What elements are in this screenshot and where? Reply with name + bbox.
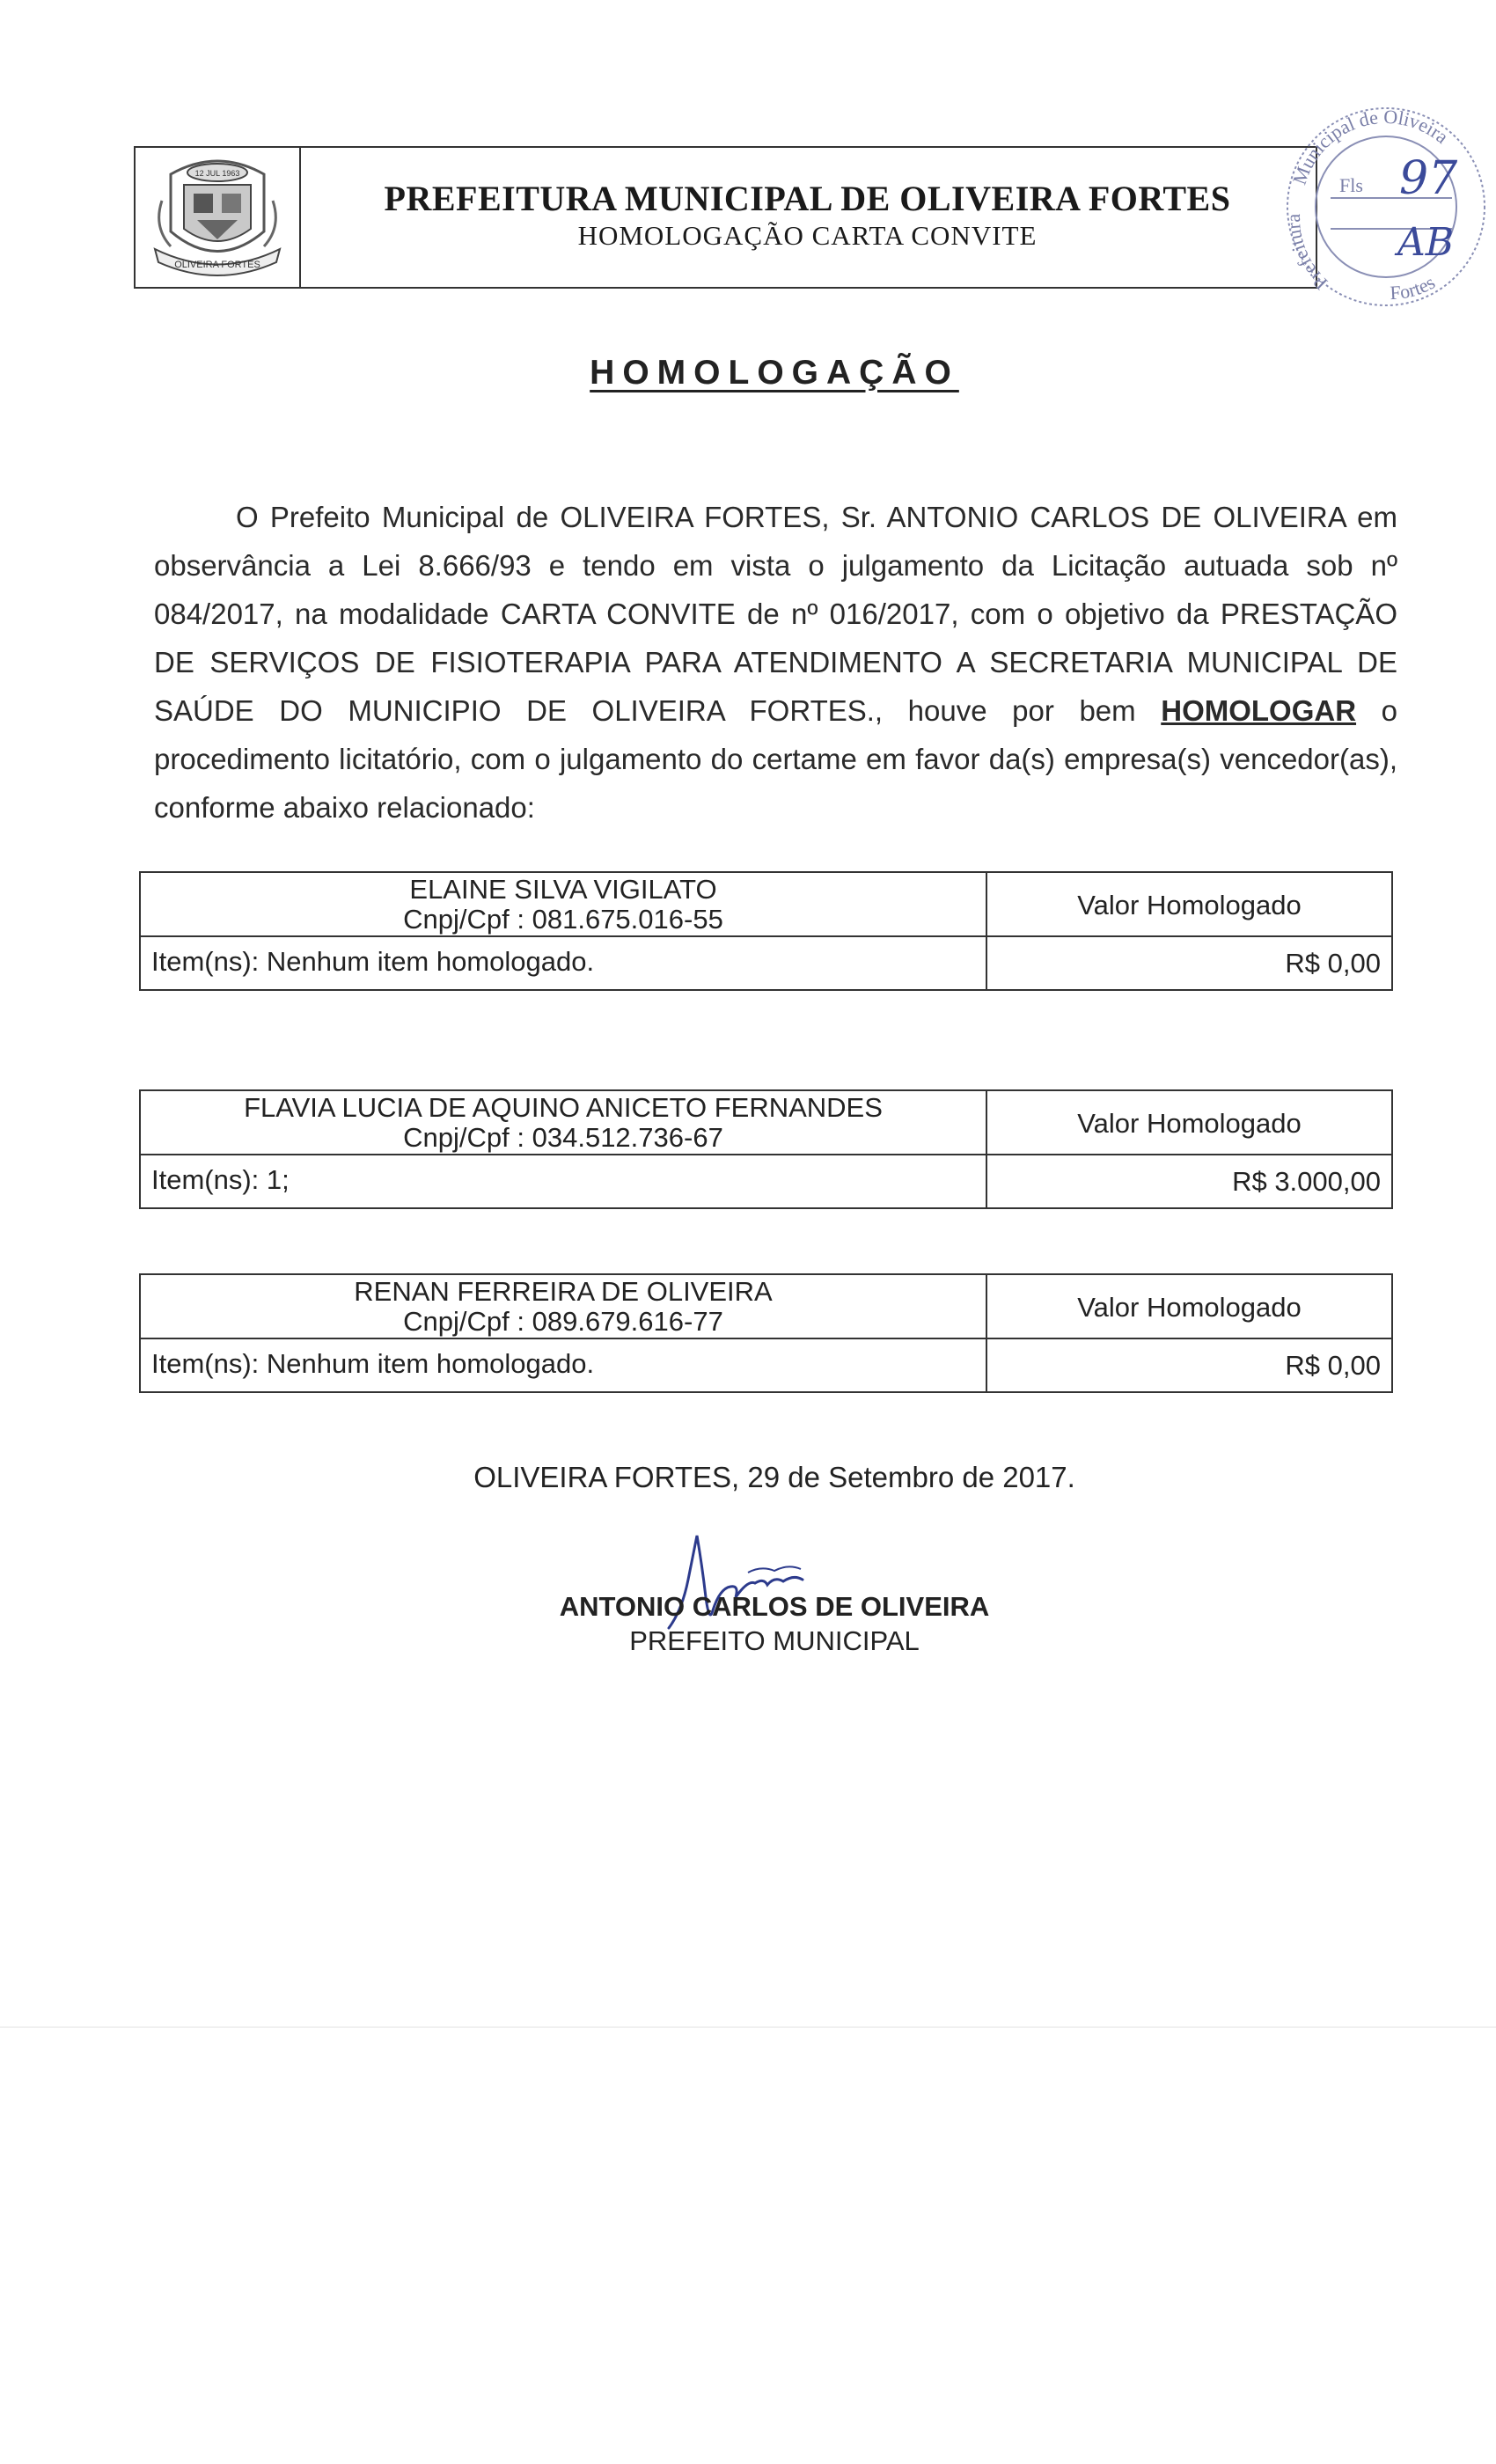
winner-document: Cnpj/Cpf : 089.679.616-77 — [403, 1306, 723, 1337]
winner-name-cell — [141, 1275, 987, 1339]
winner-value: R$ 0,00 — [1285, 1350, 1381, 1381]
winner-table — [139, 1089, 1393, 1209]
header-box — [134, 146, 1317, 289]
value-header: Valor Homologado — [987, 1275, 1391, 1339]
winner-table — [139, 871, 1393, 991]
logo-date: 12 JUL 1963 — [194, 169, 240, 178]
winner-name-cell — [141, 1091, 987, 1155]
body-text-part1: O Prefeito Municipal de OLIVEIRA FORTES, Sr. ANTONIO CARLOS DE OLIVEIRA em observância a Lei 8.666/93 e tendo em vista o julgamento da Licitação autuada sob nº 084/2017, na modalidade CARTA CONVITE de nº 016/2017, com o objetivo da PRESTAÇÃO DE SERVIÇOS DE FISIOTERAPIA PARA ATENDIMENTO A SECRETARIA MUNICIPAL DE SAÚDE DO MUNICIPIO DE OLIVEIRA FORTES., houve por bem — [154, 501, 1397, 727]
stamp-label: Fls — [1339, 174, 1363, 196]
body-text-part2: o procedimento licitatório, com o julgamento do certame em favor da(s) empresa(s) vencedor(as), conforme abaixo relacionado: — [154, 694, 1398, 824]
municipal-coat-of-arms — [136, 148, 301, 287]
document-heading: HOMOLOGAÇÃO — [590, 354, 959, 392]
winner-document: Cnpj/Cpf : 034.512.736-67 — [403, 1122, 723, 1153]
homologar-emphasis: HOMOLOGAR — [1161, 694, 1357, 727]
winner-table — [139, 1273, 1393, 1393]
signer-name: ANTONIO CARLOS DE OLIVEIRA — [559, 1591, 990, 1622]
winner-name: ELAINE SILVA VIGILATO — [409, 874, 717, 905]
winner-document: Cnpj/Cpf : 081.675.016-55 — [403, 904, 723, 935]
winner-name: FLAVIA LUCIA DE AQUINO ANICETO FERNANDES — [244, 1092, 883, 1123]
header-title: PREFEITURA MUNICIPAL DE OLIVEIRA FORTES — [384, 179, 1231, 218]
scan-edge-line — [0, 2027, 1496, 2028]
header-subtitle: HOMOLOGAÇÃO CARTA CONVITE — [577, 220, 1038, 251]
winner-items: Item(ns): Nenhum item homologado. — [141, 1339, 987, 1391]
signer-role: PREFEITO MUNICIPAL — [629, 1625, 920, 1656]
stamp-initials: AB — [1397, 220, 1455, 265]
body-paragraph — [154, 493, 1397, 832]
winner-items: Item(ns): 1; — [141, 1155, 987, 1207]
stamp-page-number: 97 — [1399, 152, 1458, 205]
winner-items: Item(ns): Nenhum item homologado. — [141, 937, 987, 989]
value-header: Valor Homologado — [987, 873, 1391, 937]
coat-of-arms-icon — [136, 148, 299, 287]
winner-name: RENAN FERREIRA DE OLIVEIRA — [354, 1276, 773, 1307]
handwritten-signature — [651, 1527, 845, 1641]
page-number-stamp — [1276, 97, 1496, 317]
city-date: OLIVEIRA FORTES, 29 de Setembro de 2017. — [473, 1461, 1075, 1493]
stamp-top-text: Municipal de Oliveira — [1287, 105, 1453, 187]
value-header: Valor Homologado — [987, 1091, 1391, 1155]
winner-name-cell — [141, 873, 987, 937]
stamp-left-text: Prefeitura — [1281, 213, 1332, 295]
winner-value: R$ 0,00 — [1285, 948, 1381, 979]
logo-banner-text: OLIVEIRA FORTES — [174, 260, 260, 270]
stamp-bottom-text: Fortes — [1389, 270, 1439, 304]
winner-value: R$ 3.000,00 — [1232, 1166, 1381, 1197]
